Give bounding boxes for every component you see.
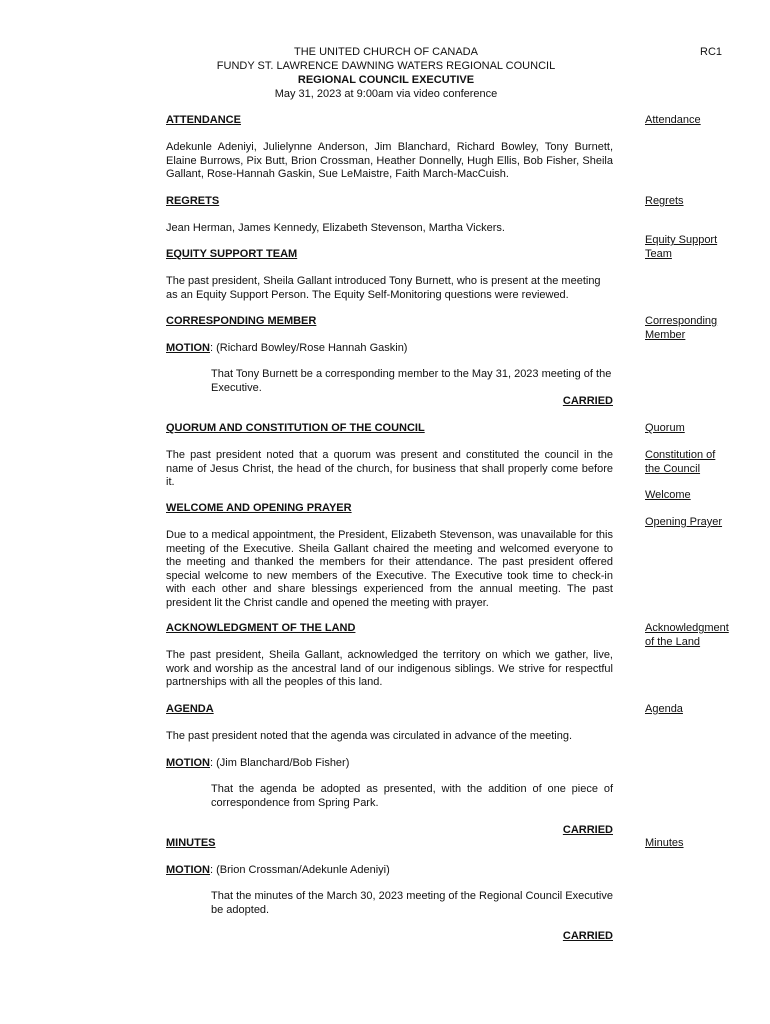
org-title: THE UNITED CHURCH OF CANADA [294, 46, 478, 58]
side-note-minutes: Minutes [645, 837, 684, 849]
corresponding-motion [166, 342, 613, 356]
motion-movers: : (Jim Blanchard/Bob Fisher) [210, 757, 350, 769]
side-note-regrets: Regrets [645, 195, 684, 207]
minutes-motion-text: That the minutes of the March 30, 2023 meeting of the Regional Council Executive be adopted. [211, 890, 613, 916]
welcome-heading: WELCOME AND OPENING PRAYER [166, 502, 352, 514]
side-note-corresponding: Corresponding Member [645, 315, 718, 341]
motion-movers: : (Brion Crossman/Adekunle Adeniyi) [210, 864, 390, 876]
equity-text: The past president, Sheila Gallant introduced Tony Burnett, who is present at the meeting as an Equity Support Person. The Equity Self-Monitoring questions were reviewed. [166, 275, 601, 301]
attendance-heading: ATTENDANCE [166, 114, 241, 126]
meeting-title: REGIONAL COUNCIL EXECUTIVE [297, 74, 475, 86]
side-note-quorum: Quorum [645, 422, 685, 434]
regrets-heading: REGRETS [166, 195, 220, 207]
quorum-text: The past president noted that a quorum was present and constituted the council in the name of Jesus Christ, the head of the church, for business that shall properly come before it. [166, 449, 613, 489]
side-note-constitution: Constitution of the Council [645, 449, 716, 475]
motion-label: MOTION [166, 757, 210, 769]
side-note-agenda: Agenda [645, 703, 683, 715]
equity-heading: EQUITY SUPPORT TEAM [166, 248, 298, 260]
quorum-heading: QUORUM AND CONSTITUTION OF THE COUNCIL [166, 422, 425, 434]
minutes-result: CARRIED [562, 930, 613, 942]
corresponding-motion-text: That Tony Burnett be a corresponding member to the May 31, 2023 meeting of the Executive. [211, 368, 612, 394]
attendance-text: Adekunle Adeniyi, Julielynne Anderson, Jim Blanchard, Richard Bowley, Tony Burnett, Elaine Burrows, Pix Butt, Brion Crossman, Heather Donnelly, Hugh Ellis, Bob Fisher, Sheila Gallant, Rose-Hannah Gaskin, Sue LeMaistre, Faith March-MacCuish. [166, 141, 613, 181]
motion-movers: : (Richard Bowley/Rose Hannah Gaskin) [210, 342, 408, 354]
agenda-motion-text: That the agenda be adopted as presented, with the addition of one piece of correspondence from Spring Park. [211, 783, 613, 809]
corresponding-heading: CORRESPONDING MEMBER [166, 315, 317, 327]
meeting-date: May 31, 2023 at 9:00am via video conference [274, 88, 498, 100]
agenda-motion [166, 757, 613, 771]
regrets-text: Jean Herman, James Kennedy, Elizabeth Stevenson, Martha Vickers. [166, 222, 505, 234]
agenda-heading: AGENDA [166, 703, 214, 715]
document-code: RC1 [700, 46, 723, 58]
side-note-equity: Equity Support Team [645, 234, 718, 260]
side-note-land: Acknowledgment of the Land [645, 622, 729, 648]
side-note-attendance: Attendance [645, 114, 701, 126]
minutes-motion [166, 864, 613, 878]
minutes-heading: MINUTES [166, 837, 216, 849]
side-note-opening-prayer: Opening Prayer [645, 516, 723, 528]
land-text: The past president, Sheila Gallant, acknowledged the territory on which we gather, live, work and worship as the ancestral land of our indigenous siblings. We strive for respectful partnerships with all the peoples of this land. [166, 649, 613, 689]
side-note-welcome: Welcome [645, 489, 691, 501]
agenda-result: CARRIED [562, 824, 613, 836]
council-title: FUNDY ST. LAWRENCE DAWNING WATERS REGIONAL COUNCIL [216, 60, 556, 72]
land-heading: ACKNOWLEDGMENT OF THE LAND [166, 622, 356, 634]
motion-label: MOTION [166, 342, 210, 354]
motion-label: MOTION [166, 864, 210, 876]
agenda-text: The past president noted that the agenda was circulated in advance of the meeting. [166, 730, 573, 742]
corresponding-result: CARRIED [562, 395, 613, 407]
welcome-text: Due to a medical appointment, the President, Elizabeth Stevenson, was unavailable for this meeting of the Executive. Sheila Gallant chaired the meeting and welcomed everyone to the meeting and thanked the members for their attendance. The past president offered special welcome to new members of the Executive. The Executive took time to check-in with each other and share blessings experienced from the annual meeting. The past president lit the Christ candle and opened the meeting with prayer. [166, 529, 613, 609]
